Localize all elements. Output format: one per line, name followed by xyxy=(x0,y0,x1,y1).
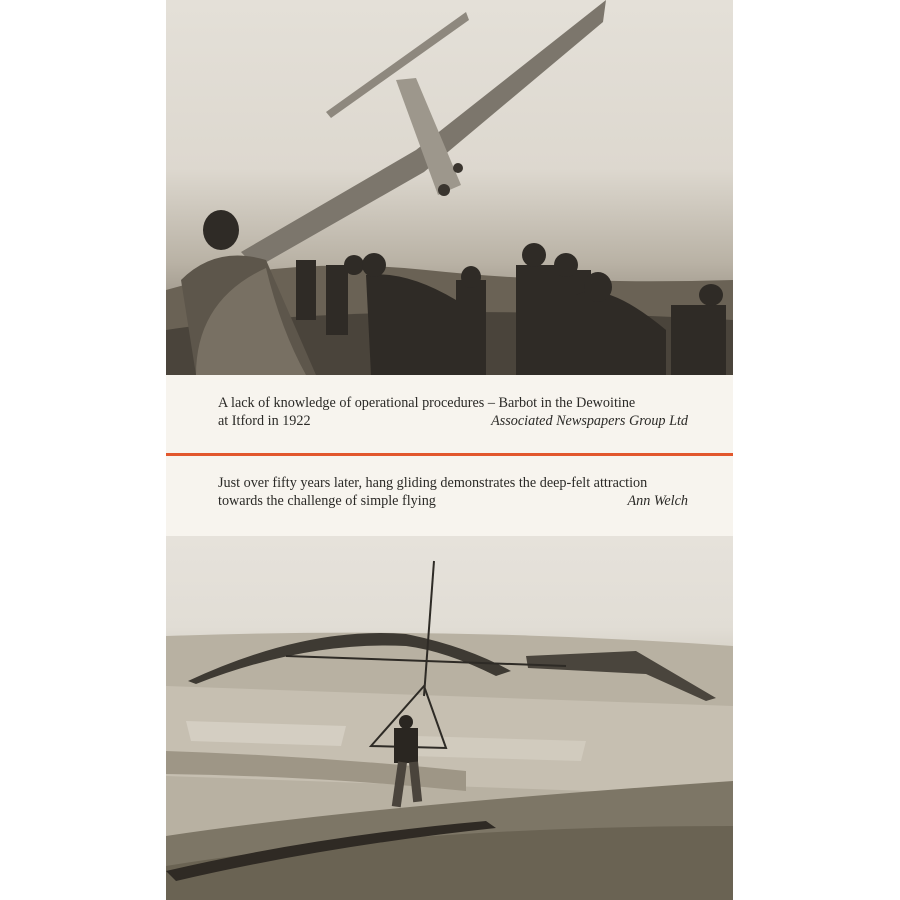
caption-bottom xyxy=(218,474,688,510)
glider-crowd-photo xyxy=(166,0,733,375)
caption-top-line2: at Itford in 1922 xyxy=(218,413,311,429)
caption-top-line1: A lack of knowledge of operational procedures – Barbot in the Dewoitine xyxy=(218,395,636,411)
caption-bottom-line2: towards the challenge of simple flying xyxy=(218,493,436,509)
orange-divider xyxy=(166,453,733,456)
caption-bottom-line1: Just over fifty years later, hang gliding demonstrates the deep-felt attraction xyxy=(218,475,648,491)
hang-glider-photo xyxy=(166,536,733,900)
caption-top xyxy=(218,394,688,430)
caption-top-credit: Associated Newspapers Group Ltd xyxy=(491,413,688,429)
book-page xyxy=(166,0,733,900)
caption-bottom-credit: Ann Welch xyxy=(627,493,688,509)
